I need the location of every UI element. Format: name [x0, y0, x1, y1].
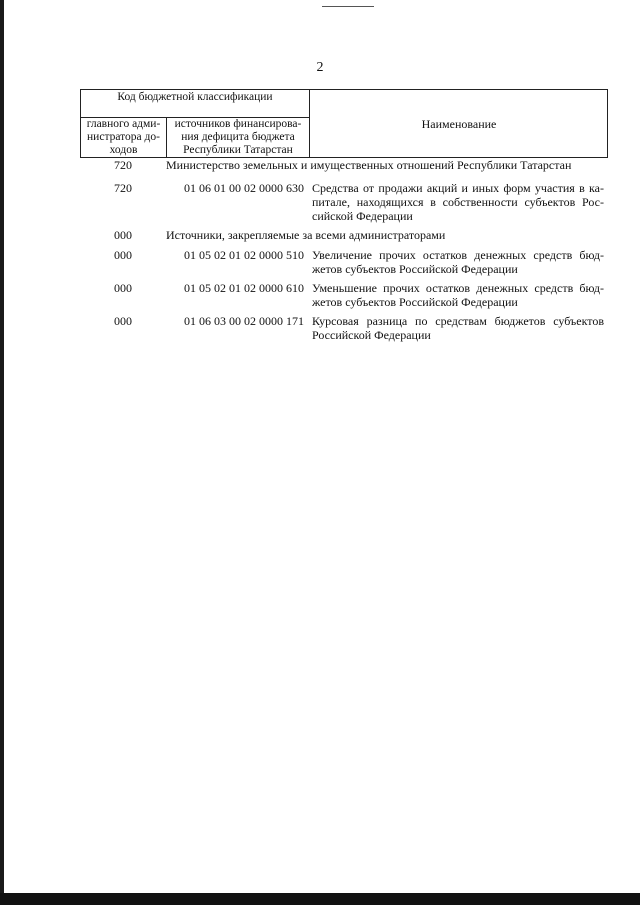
row-admin-code: 720: [114, 181, 132, 195]
row-source-code: 01 05 02 01 02 0000 610: [184, 281, 304, 295]
row-admin-code: 720: [114, 158, 132, 172]
row-source-code: 01 06 01 00 02 0000 630: [184, 181, 304, 195]
row-name: Курсовая разница по средствам бюджетов субъектов Российской Федерации: [312, 314, 604, 342]
page-number: 2: [316, 60, 324, 75]
row-admin-code: 000: [114, 314, 132, 328]
scan-artifact-line: [322, 6, 374, 7]
row-name: Уменьшение прочих остатков денежных средств бюд-жетов субъектов Российской Федерации: [312, 281, 604, 309]
row-admin-code: 000: [114, 281, 132, 295]
scan-edge-left: [0, 0, 4, 905]
row-name: Увеличение прочих остатков денежных средств бюд-жетов субъектов Российской Федерации: [312, 248, 604, 276]
row-group-title: Источники, закрепляемые за всеми администраторами: [166, 228, 446, 242]
row-name: Средства от продажи акций и иных форм участия в ка-питале, находящихся в собственности субъектов Рос-сийской Федерации: [312, 181, 604, 223]
header-glav-admin-cell: главного адми-нистратора до-ходов: [86, 118, 161, 156]
header-kod-cell: Код бюджетной классификации: [117, 91, 273, 103]
row-group-title: Министерство земельных и имущественных отношений Республики Татарстан: [166, 158, 572, 172]
row-source-code: 01 05 02 01 02 0000 510: [184, 248, 304, 262]
header-naimenovanie-cell: Наименование: [421, 117, 497, 131]
row-admin-code: 000: [114, 248, 132, 262]
header-istochniki-cell: источников финансирова-ния дефицита бюджета Республики Татарстан: [174, 118, 302, 156]
row-admin-code: 000: [114, 228, 132, 242]
table-header: [80, 89, 608, 158]
scan-edge-bottom: [0, 893, 640, 905]
row-source-code: 01 06 03 00 02 0000 171: [184, 314, 304, 328]
